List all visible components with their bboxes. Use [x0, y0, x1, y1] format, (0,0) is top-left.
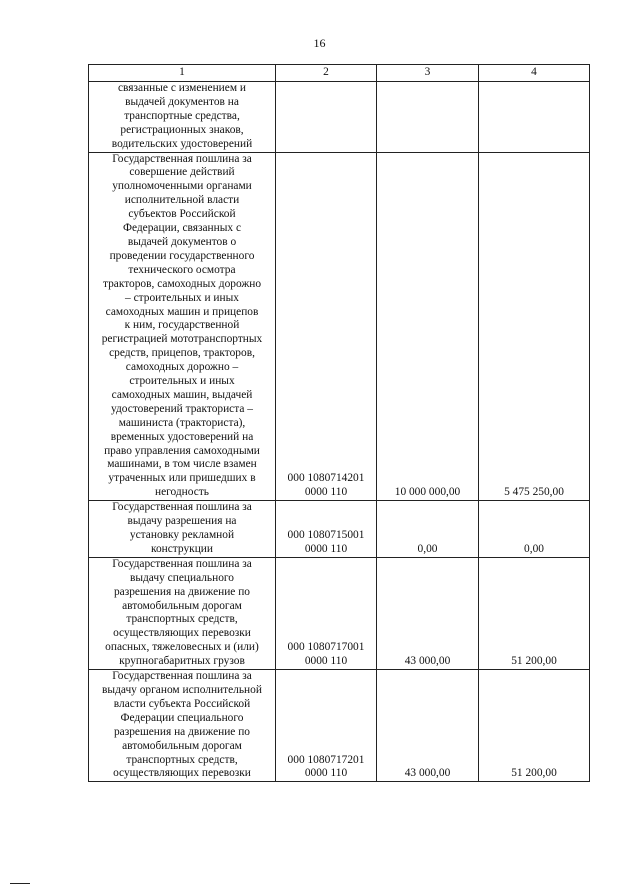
- row-code: 000 1080715001 0000 110: [276, 501, 377, 558]
- row-description: связанные с изменением и выдачей документов на транспортные средства, регистрационных знаков, водительских удостоверений: [89, 82, 276, 153]
- row-fact-amount: [479, 82, 590, 153]
- row-code: 000 1080717201 0000 110: [276, 670, 377, 782]
- table-row: [89, 501, 590, 558]
- row-description: Государственная пошлина за совершение действий уполномоченными органами исполнительной власти субъектов Российской Федерации, связанных с выдачей документов о проведении государственного технического осмотра тракторов, самоходных дорожно – строительных и иных самоходных машин и прицепов к ним, государственной регистрацией мототранспортных средств, прицепов, тракторов, самоходных дорожно – строительных и иных самоходных машин, выдачей удостоверений тракториста – машиниста (тракториста), временных удостоверений на право управления самоходными машинами, в том числе взамен утраченных или пришедших в негодность: [89, 152, 276, 501]
- table-row: [89, 82, 590, 153]
- table-row: [89, 670, 590, 782]
- column-header-4: 4: [479, 65, 590, 82]
- table-row: [89, 152, 590, 501]
- row-code: 000 1080717001 0000 110: [276, 557, 377, 669]
- table-row: [89, 557, 590, 669]
- margin-mark: [10, 883, 30, 884]
- column-header-3: 3: [377, 65, 479, 82]
- row-fact-amount: 51 200,00: [479, 670, 590, 782]
- row-plan-amount: 43 000,00: [377, 670, 479, 782]
- row-plan-amount: 0,00: [377, 501, 479, 558]
- row-description: Государственная пошлина за выдачу специального разрешения на движение по автомобильным дорогам транспортных средств, осуществляющих перевозки опасных, тяжеловесных и (или) крупногабаритных грузов: [89, 557, 276, 669]
- row-fact-amount: 51 200,00: [479, 557, 590, 669]
- row-plan-amount: 10 000 000,00: [377, 152, 479, 501]
- row-plan-amount: [377, 82, 479, 153]
- column-header-2: 2: [276, 65, 377, 82]
- row-code: 000 1080714201 0000 110: [276, 152, 377, 501]
- page-number: 16: [313, 36, 326, 50]
- row-fact-amount: 0,00: [479, 501, 590, 558]
- row-description: Государственная пошлина за выдачу органом исполнительной власти субъекта Российской Федерации специального разрешения на движение по автомобильным дорогам транспортных средств, осуществляющих перевозки: [89, 670, 276, 782]
- row-code: [276, 82, 377, 153]
- table-header-row: [89, 65, 590, 82]
- row-plan-amount: 43 000,00: [377, 557, 479, 669]
- row-description: Государственная пошлина за выдачу разрешения на установку рекламной конструкции: [89, 501, 276, 558]
- row-fact-amount: 5 475 250,00: [479, 152, 590, 501]
- revenue-table: [88, 64, 590, 782]
- column-header-1: 1: [89, 65, 276, 82]
